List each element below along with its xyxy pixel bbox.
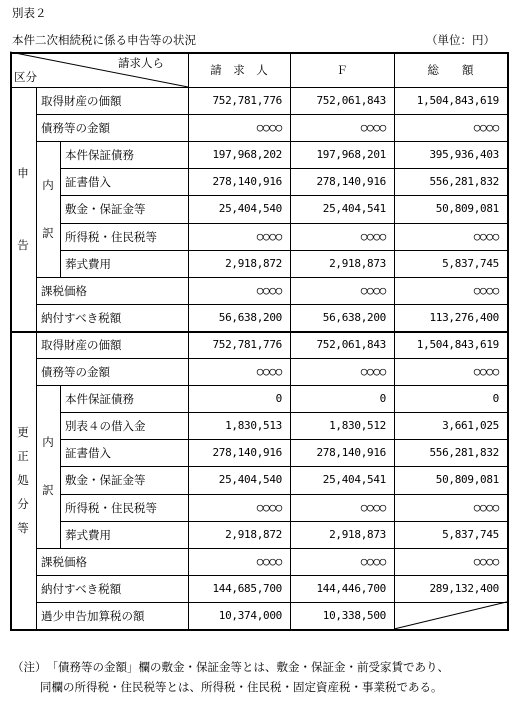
cell-f: 278,140,916 bbox=[316, 175, 386, 189]
cell-f: 10,338,500 bbox=[322, 608, 386, 622]
cell-total: 50,809,081 bbox=[435, 473, 499, 487]
cell-total: ○○○○ bbox=[473, 229, 499, 243]
row-label: 債務等の金額 bbox=[41, 121, 110, 136]
cell-claimant: ○○○○ bbox=[256, 554, 282, 568]
row-label: 取得財産の価額 bbox=[41, 337, 122, 352]
row-label: 証書借入 bbox=[65, 175, 111, 190]
cell-total: 556,281,832 bbox=[429, 175, 499, 189]
cell-total: ○○○○ bbox=[473, 365, 499, 378]
row-label: 取得財産の価額 bbox=[41, 94, 122, 108]
cell-total: 395,936,403 bbox=[429, 148, 499, 162]
header-col-total: 総 額 bbox=[427, 63, 474, 77]
breakdown-label-shinkoku: 内 訳 bbox=[42, 177, 54, 240]
cell-f: 278,140,916 bbox=[316, 446, 386, 460]
cell-claimant: 1,830,513 bbox=[225, 419, 282, 433]
row-label: 別表４の借入金 bbox=[65, 419, 146, 434]
cell-f: 752,061,843 bbox=[316, 94, 386, 107]
table-caption: 本件二次相続税に係る申告等の状況 bbox=[12, 33, 196, 47]
cell-claimant: ○○○○ bbox=[256, 500, 282, 514]
cell-claimant: 0 bbox=[275, 392, 282, 406]
cell-claimant: ○○○○ bbox=[256, 229, 282, 243]
appendix-title: 別表２ bbox=[12, 6, 47, 20]
cell-total: 3,661,025 bbox=[442, 419, 499, 433]
cell-claimant: 25,404,540 bbox=[218, 202, 282, 216]
cell-total: ○○○○ bbox=[473, 554, 499, 568]
cell-total: ○○○○ bbox=[473, 500, 499, 514]
row-label: 過少申告加算税の額 bbox=[41, 608, 145, 623]
cell-total: 5,837,745 bbox=[442, 527, 499, 541]
row-label: 敷金・保証金等 bbox=[65, 202, 146, 217]
row-label: 葬式費用 bbox=[65, 527, 111, 542]
row-label: 課税価格 bbox=[41, 554, 87, 569]
cell-claimant: 2,918,872 bbox=[225, 256, 282, 270]
cell-claimant: 25,404,540 bbox=[218, 473, 282, 487]
cell-claimant: 278,140,916 bbox=[212, 175, 282, 189]
cell-f: 2,918,873 bbox=[329, 256, 386, 270]
cell-total: ○○○○ bbox=[473, 283, 499, 297]
cell-f: ○○○○ bbox=[360, 365, 386, 378]
cell-claimant: 56,638,200 bbox=[218, 310, 282, 324]
row-label: 債務等の金額 bbox=[41, 365, 110, 379]
cell-total: ○○○○ bbox=[473, 121, 499, 135]
cell-total: 50,809,081 bbox=[435, 202, 499, 216]
note-line-2: 同欄の所得税・住民税等とは、所得税・住民税・固定資産税・事業税である。 bbox=[40, 680, 443, 694]
cell-f: 25,404,541 bbox=[322, 473, 386, 487]
row-label: 敷金・保証金等 bbox=[65, 473, 146, 488]
cell-total: 0 bbox=[492, 392, 499, 406]
group-label-kosei: 更 正 処 分 等 bbox=[17, 424, 29, 535]
header-claimant-label: 請求人ら bbox=[118, 56, 164, 70]
cell-f: ○○○○ bbox=[360, 121, 386, 135]
cell-claimant: 197,968,202 bbox=[212, 148, 282, 162]
cell-claimant: 278,140,916 bbox=[212, 446, 282, 460]
note-line-1: （注） 「債務等の金額」欄の敷金・保証金等とは、敷金・保証金・前受家賃であり、 bbox=[12, 660, 449, 674]
cell-total bbox=[394, 602, 499, 630]
row-label: 所得税・住民税等 bbox=[65, 229, 157, 244]
row-label: 納付すべき税額 bbox=[41, 581, 122, 596]
row-label: 本件保証債務 bbox=[65, 148, 134, 163]
cell-claimant: ○○○○ bbox=[256, 365, 282, 378]
cell-total: 289,132,400 bbox=[429, 581, 499, 595]
cell-f: 197,968,201 bbox=[316, 148, 386, 162]
cell-claimant: 752,781,776 bbox=[212, 94, 282, 107]
cell-claimant: ○○○○ bbox=[256, 121, 282, 135]
cell-total: 1,504,843,619 bbox=[416, 94, 499, 107]
breakdown-label-kosei: 内 訳 bbox=[42, 435, 54, 498]
row-label: 納付すべき税額 bbox=[41, 310, 122, 325]
cell-f: 144,446,700 bbox=[316, 581, 386, 595]
cell-f: 752,061,843 bbox=[316, 337, 386, 351]
cell-f: 56,638,200 bbox=[322, 310, 386, 324]
cell-f: ○○○○ bbox=[360, 229, 386, 243]
header-col-claimant: 請 求 人 bbox=[210, 63, 268, 77]
cell-f: ○○○○ bbox=[360, 283, 386, 297]
row-label: 本件保証債務 bbox=[65, 392, 134, 407]
row-label: 葬式費用 bbox=[65, 256, 111, 271]
cell-claimant: ○○○○ bbox=[256, 283, 282, 297]
cell-claimant: 2,918,872 bbox=[225, 527, 282, 541]
cell-total: 556,281,832 bbox=[429, 446, 499, 460]
row-label: 所得税・住民税等 bbox=[65, 500, 157, 515]
cell-claimant: 144,685,700 bbox=[212, 581, 282, 595]
group-label-shinkoku: 申 告 bbox=[17, 165, 29, 252]
cell-total: 1,504,843,619 bbox=[416, 337, 499, 351]
row-label: 証書借入 bbox=[65, 446, 111, 461]
cell-claimant: 752,781,776 bbox=[212, 337, 282, 351]
unit-label: （単位：円） bbox=[426, 33, 495, 47]
cell-f: 25,404,541 bbox=[322, 202, 386, 216]
cell-claimant: 10,374,000 bbox=[218, 608, 282, 622]
cell-f: 0 bbox=[379, 392, 386, 406]
header-col-f: Ｆ bbox=[336, 63, 348, 77]
cell-total: 113,276,400 bbox=[429, 310, 499, 324]
cell-f: ○○○○ bbox=[360, 554, 386, 568]
cell-f: ○○○○ bbox=[360, 500, 386, 514]
cell-f: 1,830,512 bbox=[329, 419, 386, 433]
row-label: 課税価格 bbox=[41, 283, 87, 298]
header-category-label: 区分 bbox=[14, 70, 37, 84]
cell-f: 2,918,873 bbox=[329, 527, 386, 541]
cell-total: 5,837,745 bbox=[442, 256, 499, 270]
